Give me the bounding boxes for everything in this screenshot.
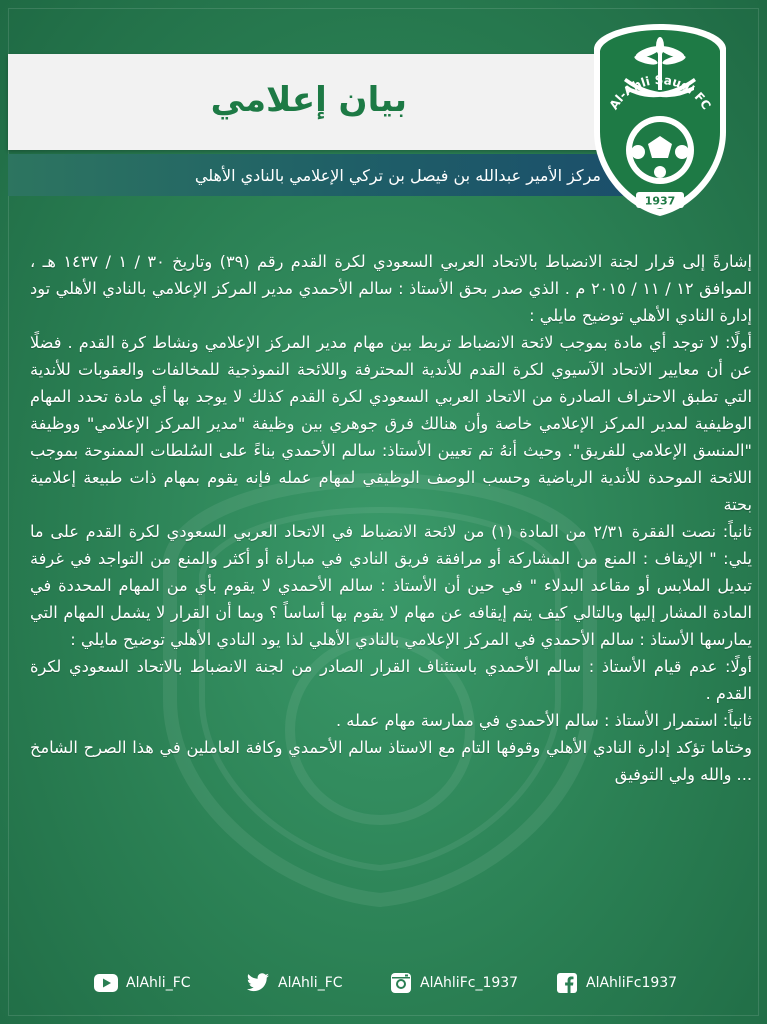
youtube-icon bbox=[94, 974, 118, 992]
paragraph-first-point: أولًا: لا توجد أي مادة بموجب لائحة الانضباط تربط بين مهام مدير المركز الإعلامي ونشاط كرة القدم . فضلًا عن أن معايير الاتحاد الآسيوي لكرة القدم للأندية المحترفة واللائحة النموذجية للمخالفات والعقوبات للأندية التي تطبق الاحتراف الصادرة من الاتحاد العربي السعودي لكرة القدم كذلك لا يوجد بها أي مادة تحدد المهام الوظيفية لمدير المركز الإعلامي خاصة وأن هنالك فرق جوهري بين وظيفة "مدير المركز الإعلامي" ووظيفة "المنسق الإعلامي للفريق". وحيث أنهُ تم تعيين الأستاذ: سالم الأحمدي بناءً على السُلطات الممنوحة بموجب اللائحة الموحدة للأندية الرياضية وحسب الوصف الوظيفي لمهام عمله فإنه يقوم بمهام ذات طبيعة إعلامية بحتة bbox=[30, 333, 752, 514]
crest-name: Al-Ahli Saudi FC bbox=[606, 72, 714, 112]
youtube-link[interactable] bbox=[94, 968, 191, 998]
crest-year: 1937 bbox=[644, 194, 676, 208]
instagram-link[interactable] bbox=[390, 968, 518, 998]
facebook-icon bbox=[556, 972, 578, 994]
youtube-handle: AlAhli_FC bbox=[126, 975, 191, 991]
instagram-icon bbox=[390, 972, 412, 994]
paragraph-first-clarification: أولًا: عدم قيام الأستاذ : سالم الأحمدي باستئناف القرار الصادر من لجنة الانضباط بالاتحاد السعودي لكرة القدم . bbox=[30, 657, 752, 703]
paragraph-second-point: ثانياً: نصت الفقرة ٢/٣١ من المادة (١) من لائحة الانضباط في الاتحاد العربي السعودي لكرة القدم على ما يلي: " الإيقاف : المنع من المشاركة أو مرافقة فريق النادي في مباراة أو أكثر والمنع من التواجد في غرفة تبديل الملابس أو مقاعد البدلاء " في حين أن الأستاذ : سالم الأحمدي لا يقوم بأي من المهام المحددة في المادة المشار إليها وبالتالي كيف يتم إيقافه عن مهام لا يقوم بها أساساً ؟ وبما أن القرار لا يشمل المهام التي يمارسها الأستاذ : سالم الأحمدي في المركز الإعلامي بالنادي الأهلي لذا يود النادي الأهلي توضيح مايلي : bbox=[30, 522, 753, 649]
twitter-handle: AlAhli_FC bbox=[278, 975, 343, 991]
paragraph-second-clarification: ثانياً: استمرار الأستاذ : سالم الأحمدي في ممارسة مهام عمله . bbox=[336, 711, 752, 730]
paragraph-intro: إشارةً إلى قرار لجنة الانضباط بالاتحاد العربي السعودي لكرة القدم رقم (٣٩) وتاريخ ٣٠ / ١ / ١٤٣٧ هـ ، الموافق ١٢ / ١١ / ٢٠١٥ م . الذي صدر بحق الأستاذ : سالم الأحمدي مدير المركز الإعلامي بالنادي الأهلي تود إدارة النادي الأهلي توضيح مايلي : bbox=[30, 252, 752, 325]
instagram-handle: AlAhliFc_1937 bbox=[420, 975, 519, 991]
page-title: بيان إعلامي bbox=[210, 80, 407, 120]
twitter-link[interactable] bbox=[246, 968, 343, 998]
facebook-link[interactable] bbox=[556, 968, 677, 998]
page-subtitle: مركز الأمير عبدالله بن فيصل بن تركي الإعلامي بالنادي الأهلي bbox=[194, 166, 601, 185]
social-footer bbox=[0, 968, 767, 998]
paragraph-closing: وختاما تؤكد إدارة النادي الأهلي وقوفها التام مع الاستاذ سالم الأحمدي وكافة العاملين في هذا الصرح الشامخ ... والله ولي التوفيق bbox=[30, 738, 752, 784]
twitter-icon bbox=[246, 973, 270, 993]
facebook-handle: AlAhliFc1937 bbox=[586, 975, 678, 991]
al-ahli-crest-icon bbox=[590, 20, 730, 220]
statement-body bbox=[30, 248, 752, 788]
